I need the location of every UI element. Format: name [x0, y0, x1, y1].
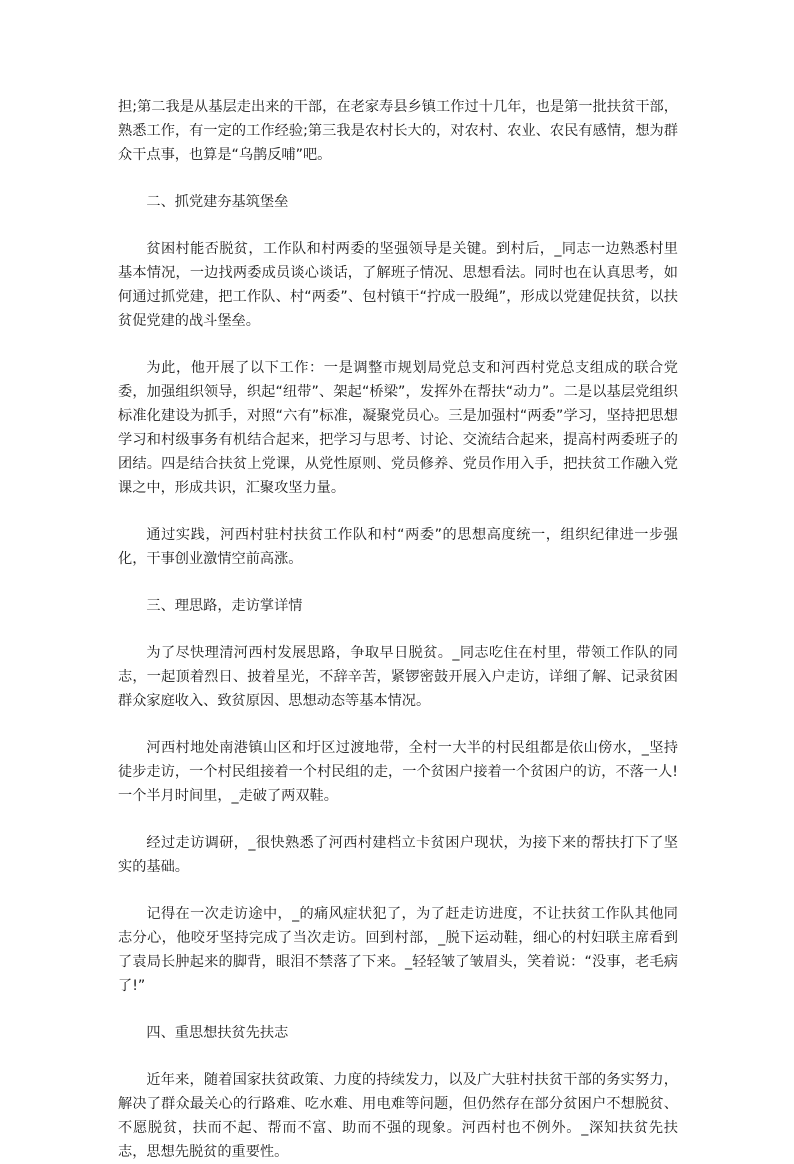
- section-heading: 二、抓党建夯基筑堡垒: [146, 194, 289, 210]
- paragraph: 贫困村能否脱贫，工作队和村两委的坚强领导是关键。到村后，_同志一边熟悉村里基本情况，一边找两委成员谈心谈话，了解班子情况、思想看法。同时也在认真思考，如何通过抓党建，把工作队、村“两委”、包村镇干“拧成一股绳”，形成以党建促扶贫，以扶贫促党建的战斗堡垒。: [118, 241, 678, 329]
- section-heading: 三、理思路，走访掌详情: [146, 598, 303, 614]
- paragraph: 河西村地处南港镇山区和圩区过渡地带，全村一大半的村民组都是依山傍水，_坚持徒步走访，一个村民组接着一个村民组的走，一个贫困户接着一个贫困户的访，不落一人!一个半月时间里，_走破了两双鞋。: [118, 740, 678, 804]
- paragraph: 担;第二我是从基层走出来的干部，在老家寿县乡镇工作过十几年，也是第一批扶贫干部，熟悉工作，有一定的工作经验;第三我是农村长大的，对农村、农业、农民有感情，想为群众干点事，也算是“乌鹊反哺”吧。: [118, 99, 678, 163]
- paragraph: 近年来，随着国家扶贫政策、力度的持续发力，以及广大驻村扶贫干部的务实努力，解决了群众最关心的行路难、吃水难、用电难等问题，但仍然存在部分贫困户不想脱贫、不愿脱贫，扶而不起、帮而不富、助而不强的现象。河西村也不例外。_深知扶贫先扶志，思想先脱贫的重要性。: [118, 1072, 678, 1160]
- paragraph: 为此，他开展了以下工作：一是调整市规划局党总支和河西村党总支组成的联合党委，加强组织领导，织起“纽带”、架起“桥梁”，发挥外在帮扶“动力”。二是以基层党组织标准化建设为抓手，对照“六有”标准，凝聚党员心。三是加强村“两委”学习，坚持把思想学习和村级事务有机结合起来，把学习与思考、讨论、交流结合起来，提高村两委班子的团结。四是结合扶贫上党课，从党性原则、党员修养、党员作用入手，把扶贫工作融入党课之中，形成共识，汇聚攻坚力量。: [118, 360, 678, 496]
- paragraph: 记得在一次走访途中，_的痛风症状犯了，为了赶走访进度，不让扶贫工作队其他同志分心，他咬牙坚持完成了当次走访。回到村部，_脱下运动鞋，细心的村妇联主席看到了袁局长肿起来的脚背，眼泪不禁落了下来。_轻轻皱了皱眉头，笑着说：“没事，老毛病了!”: [118, 906, 678, 994]
- paragraph: 通过实践，河西村驻村扶贫工作队和村“两委”的思想高度统一，组织纪律进一步强化，干事创业激情空前高涨。: [118, 527, 678, 567]
- paragraph: 为了尽快理清河西村发展思路，争取早日脱贫。_同志吃住在村里，带领工作队的同志，一起顶着烈日、披着星光，不辞辛苦，紧锣密鼓开展入户走访，详细了解、记录贫困群众家庭收入、致贫原因、思想动态等基本情况。: [118, 645, 678, 709]
- document-body: [118, 95, 678, 1164]
- section-heading: 四、重思想扶贫先扶志: [146, 1025, 289, 1041]
- paragraph: 经过走访调研，_很快熟悉了河西村建档立卡贫困户现状，为接下来的帮扶打下了坚实的基础。: [118, 835, 678, 875]
